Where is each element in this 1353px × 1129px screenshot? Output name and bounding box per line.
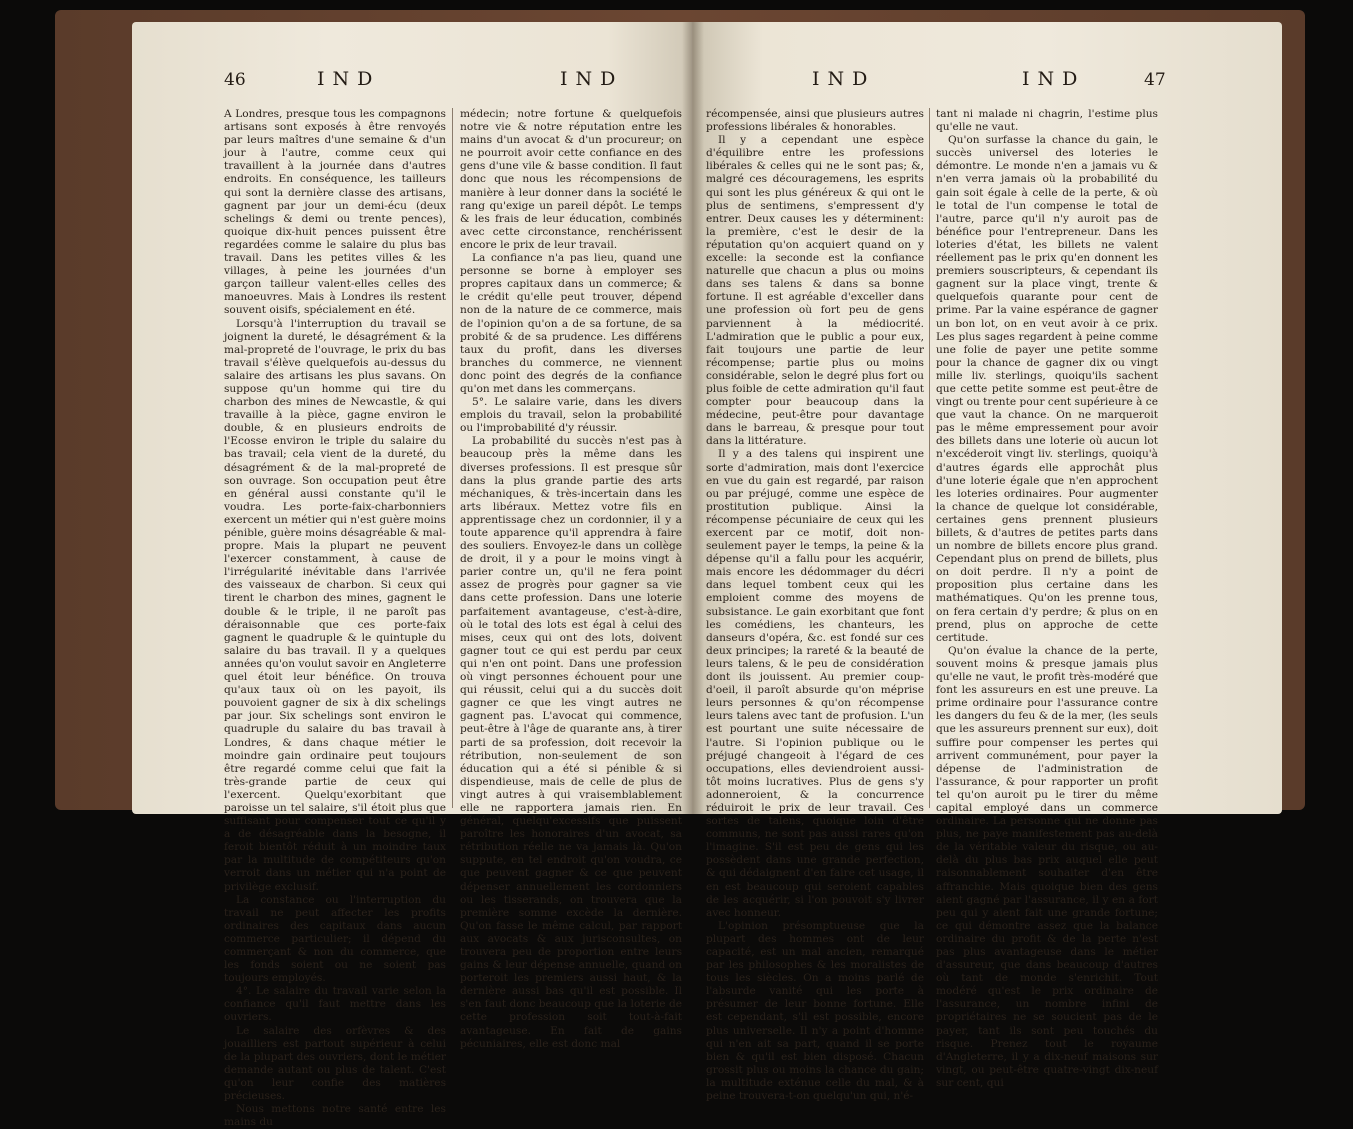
paragraph: tant ni malade ni chagrin, l'estime plus qu'elle ne vaut. [936, 108, 1158, 134]
left-page-number: 46 [224, 70, 246, 90]
paragraph: médecin; notre fortune & quelquefois notre vie & notre réputation entre les mains d'un avocat & d'un procureur; on ne pourroit avoir cette confiance en des gens d'une vile & basse condition. Il faut donc que nous les récompensions de manière à leur donner dans la société le rang qu'exige un pareil dépôt. Le temps & les frais de leur éducation, combinés avec cette circonstance, renchérissent encore le prix de leur travail. [460, 108, 682, 251]
paragraph: Il y a cependant une espèce d'équilibre entre les professions libérales & celles qui ne le sont pas; &, malgré ces découragemens, les esprits qui sont les plus généreux & qui ont le plus de sentimens, s'empressent d'y entrer. Deux causes les y déterminent: la première, c'est le desir de la réputation qu'on acquiert quand on y excelle: la seconde est la confiance naturelle que chacun a plus ou moins dans ses talens & dans sa bonne fortune. Il est agréable d'exceller dans une profession où fort peu de gens parviennent à la médiocrité. L'admiration que le public a pour eux, fait toujours une partie de leur récompense; partie plus ou moins considérable, selon le degré plus fort ou plus foible de cette admiration qu'il faut compter pour beaucoup dans la médecine, peut-être pour davantage dans le barreau, & presque pour tout dans la littérature. [706, 134, 924, 448]
right-column-1 [706, 108, 924, 1103]
right-column-2 [936, 108, 1158, 1090]
left-column-2 [460, 108, 682, 1051]
left-header-right: IND [560, 68, 624, 90]
paragraph: A Londres, presque tous les compagnons artisans sont exposés à être renvoyés par leurs maîtres d'une semaine & d'un jour à l'autre, comme ceux qui travaillent à la journée dans d'autres endroits. En conséquence, les tailleurs qui sont la dernière classe des artisans, gagnent par jour un demi-écu (deux schelings & demi ou trente pences), quoique dix-huit pences puissent être regardées comme le salaire du plus bas travail. Dans les petites villes & les villages, à peine les journées d'un garçon tailleur valent-elles celles des manoeuvres. Mais à Londres ils restent souvent oisifs, spécialement en été. [224, 108, 446, 317]
paragraph: La confiance n'a pas lieu, quand une personne se borne à employer ses propres capitaux dans un commerce; & le crédit qu'elle peut trouver, dépend non de la nature de ce commerce, mais de l'opinion qu'on a de sa fortune, de sa probité & de sa prudence. Les différens taux du profit, dans les diverses branches du commerce, ne viennent donc point des degrés de la confiance qu'on met dans les commerçans. [460, 252, 682, 395]
paragraph: Le salaire des orfèvres & des jouailliers est partout supérieur à celui de la plupart des ouvriers, dont le métier demande autant ou plus de talent. C'est qu'on leur confie des matières précieuses. [224, 1024, 446, 1103]
right-page-number: 47 [1144, 70, 1166, 90]
left-page [132, 22, 692, 1129]
right-header-right: IND [1022, 68, 1086, 90]
paragraph: La constance ou l'interruption du travail ne peut affecter les profits ordinaires des capitaux dans aucun commerce particulier; il dépend du commerçant & non du commerce, que les fonds soient ou ne soient pas toujours employés. [224, 893, 446, 985]
right-column-divider [929, 108, 930, 808]
paragraph: Qu'on surfasse la chance du gain, le succès universel des loteries le démontre. Le monde n'en a jamais vu & n'en verra jamais où la probabilité du gain soit égale à celle de la perte, & où le total de l'un compense le total de l'autre, parce qu'il n'y auroit pas de bénéfice pour l'entrepreneur. Dans les loteries d'état, les billets ne valent réellement pas le prix qu'en donnent les premiers souscripteurs, & cependant ils gagnent sur la place vingt, trente & quelquefois quarante pour cent de prime. Par la vaine espérance de gagner un bon lot, on en veut avoir à ce prix. Les plus sages regardent à peine comme une folie de payer une petite somme pour la chance de gagner dix ou vingt mille liv. sterlings, quoiqu'ils sachent que cette petite somme est peut-être de vingt ou trente pour cent supérieure à ce que vaut la chance. On ne marqueroit pas le même empressement pour avoir des billets dans une loterie où aucun lot n'excéderoit vingt liv. sterlings, quoiqu'à d'autres égards elle approchât plus d'une loterie égale que n'en approchent les loteries ordinaires. Pour augmenter la chance de quelque lot considérable, certaines gens prennent plusieurs billets, & d'autres de petites parts dans un nombre de billets encore plus grand. Cependant plus on prend de billets, plus on doit perdre. Il n'y a point de proposition plus certaine dans les mathématiques. Qu'on les prenne tous, on fera certain d'y perdre; & plus on en prend, plus on approche de cette certitude. [936, 134, 1158, 644]
right-header-left: IND [812, 68, 876, 90]
paragraph: Lorsqu'à l'interruption du travail se joignent la dureté, le désagrément & la mal-propreté de l'ouvrage, le prix du bas travail s'élève quelquefois au-dessus du salaire des artisans les plus savans. On suppose qu'un homme qui tire du charbon des mines de Newcastle, & qui travaille à la pièce, gagne environ le double, & en plusieurs endroits de l'Ecosse environ le triple du salaire du bas travail; cela vient de la dureté, du désagrément & de la mal-propreté de son ouvrage. Son occupation peut être en général aussi constante qu'il le voudra. Les porte-faix-charbonniers exercent un métier qui n'est guère moins pénible, guère moins désagréable & mal-propre. Mais la plupart ne peuvent l'exercer constamment, à cause de l'irrégularité inévitable dans l'arrivée des vaisseaux de charbon. Si ceux qui tirent le charbon des mines, gagnent le double & le triple, il ne paroît pas déraisonnable que ces porte-faix gagnent le quadruple & le quintuple du salaire du bas travail. Il y a quelques années qu'on voulut savoir en Angleterre quel étoit leur bénéfice. On trouva qu'aux taux où on les payoit, ils pouvoient gagner de six à dix schelings par jour. Six schelings sont environ le quadruple du salaire du bas travail à Londres, & dans chaque métier le moindre gain ordinaire peut toujours être regardé comme celui que fait la très-grande partie de ceux qui l'exercent. Quelqu'exorbitant que paroisse un tel salaire, s'il étoit plus que suffisant pour compenser tout ce qu'il y a de désagréable dans la besogne, il feroit bientôt réduit à un moindre taux par la multitude de compétiteurs qu'on verroit dans un métier qui n'a point de privilège exclusif. [224, 317, 446, 893]
paragraph: Il y a des talens qui inspirent une sorte d'admiration, mais dont l'exercice en vue du gain est regardé, par raison ou par préjugé, comme une espèce de prostitution publique. Ainsi la récompense pécuniaire de ceux qui les exercent par ce motif, doit non-seulement payer le temps, la peine & la dépense qu'il a fallu pour les acquérir, mais encore les dédommager du décri dans lequel tombent ceux qui les emploient comme des moyens de subsistance. Le gain exorbitant que font les comédiens, les chanteurs, les danseurs d'opéra, &c. est fondé sur ces deux principes; la rareté & la beauté de leurs talens, & le peu de considération dont ils jouissent. Au premier coup-d'oeil, il paroît absurde qu'on méprise leurs personnes & qu'on récompense leurs talens avec tant de profusion. L'un est pourtant une suite nécessaire de l'autre. Si l'opinion publique ou le préjugé changeoit à l'égard de ces occupations, elles deviendroient aussi-tôt moins lucratives. Plus de gens s'y adonneroient, & la concurrence réduiroit le prix de leur travail. Ces sortes de talens, quoique loin d'être communs, ne sont pas aussi rares qu'on l'imagine. S'il est peu de gens qui les possèdent dans une grande perfection, & qui dédaignent d'en faire cet usage, il en est beaucoup qui seroient capables de les acquérir, si l'on pouvoit s'y livrer avec honneur. [706, 448, 924, 919]
paragraph: La probabilité du succès n'est pas à beaucoup près la même dans les diverses professions. Il est presque sûr dans la plus grande partie des arts méchaniques, & très-incertain dans les arts libéraux. Mettez votre fils en apprentissage chez un cordonnier, il y a toute apparence qu'il apprendra à faire des souliers. Envoyez-le dans un collège de droit, il y a pour le moins vingt à parier contre un, qu'il ne fera point assez de progrès pour gagner sa vie dans cette profession. Dans une loterie parfaitement avantageuse, c'est-à-dire, où le total des lots est égal à celui des mises, ceux qui ont des lots, doivent gagner tout ce qui est perdu par ceux qui n'en ont point. Dans une profession où vingt personnes échouent pour une qui réussit, celui qui a du succès doit gagner ce que les vingt autres ne gagnent pas. L'avocat qui commence, peut-être à l'âge de quarante ans, à tirer parti de sa profession, doit recevoir la rétribution, non-seulement de son éducation qui a été si pénible & si dispendieuse, mais de celle de plus de vingt autres à qui vraisemblablement elle ne rapportera jamais rien. En général, quelqu'excessifs que puissent paroître les honoraires d'un avocat, sa rétribution réelle ne va jamais là. Qu'on suppute, en tel endroit qu'on voudra, ce que peuvent gagner & ce que peuvent dépenser annuellement les cordonniers ou les tisserands, on trouvera que la première somme excède la dernière. Qu'on fasse le même calcul, par rapport aux avocats & aux jurisconsultes, on trouvera peu de proportion entre leurs gains & leur dépense annuelle, quand on porteroit les premiers aussi haut, & la dernière aussi bas qu'il est possible. Il s'en faut donc beaucoup que la loterie de cette profession soit tout-à-fait avantageuse. En fait de gains pécuniaires, elle est donc mal [460, 435, 682, 1050]
paragraph: récompensée, ainsi que plusieurs autres professions libérales & honorables. [706, 108, 924, 134]
paragraph: 5°. Le salaire varie, dans les divers emplois du travail, selon la probabilité ou l'improbabilité d'y réussir. [460, 396, 682, 435]
paragraph: Nous mettons notre santé entre les mains du [224, 1103, 446, 1129]
left-column-divider [452, 108, 453, 808]
book-gutter [682, 22, 704, 814]
paragraph: L'opinion présomptueuse que la plupart des hommes ont de leur capacité, est un mal ancien, remarqué par les philosophes & les moralistes de tous les siècles. On a moins parlé de l'absurde vanité qui les porte à présumer de leur bonne fortune. Elle est cependant, s'il est possible, encore plus universelle. Il n'y a point d'homme qui n'en ait sa part, quand il se porte bien & qu'il est bien disposé. Chacun grossit plus ou moins la chance du gain; la multitude exténue celle du mal, & à peine trouvera-t-on quelqu'un qui, n'é- [706, 919, 924, 1103]
left-column-1 [224, 108, 446, 1129]
right-page [692, 22, 1282, 1103]
paragraph: Qu'on évalue la chance de la perte, souvent moins & presque jamais plus qu'elle ne vaut, le profit très-modéré que font les assureurs en est une preuve. La prime ordinaire pour l'assurance contre les dangers du feu & de la mer, (les seuls que les assureurs prennent sur eux), doit suffire pour compenser les pertes qui arrivent communément, pour payer la dépense de l'administration de l'assurance, & pour rapporter un profit tel qu'on auroit pu le tirer du même capital employé dans un commerce ordinaire. La personne qui ne donne pas plus, ne paye manifestement pas au-delà de la véritable valeur du risque, ou au-delà du plus bas prix auquel elle peut raisonnablement souhaiter d'en être affranchie. Mais quoique bien des gens aient gagné par l'assurance, il y en a fort peu qui y aient fait une grande fortune; ce qui démontre assez que la balance ordinaire du profit & de la perte n'est pas plus avantageuse dans le métier d'assureur, que dans beaucoup d'autres où tant de monde s'enrichit. Tout modéré qu'est le prix ordinaire de l'assurance, un nombre infini de propriétaires ne se soucient pas de le payer, tant ils sont peu touchés du risque. Prenez tout le royaume d'Angleterre, il y a dix-neuf maisons sur vingt, ou peut-être quatre-vingt dix-neuf sur cent, qui [936, 644, 1158, 1089]
paragraph: 4°. Le salaire du travail varie selon la confiance qu'il faut mettre dans les ouvriers. [224, 985, 446, 1024]
left-header-left: IND [317, 68, 381, 90]
